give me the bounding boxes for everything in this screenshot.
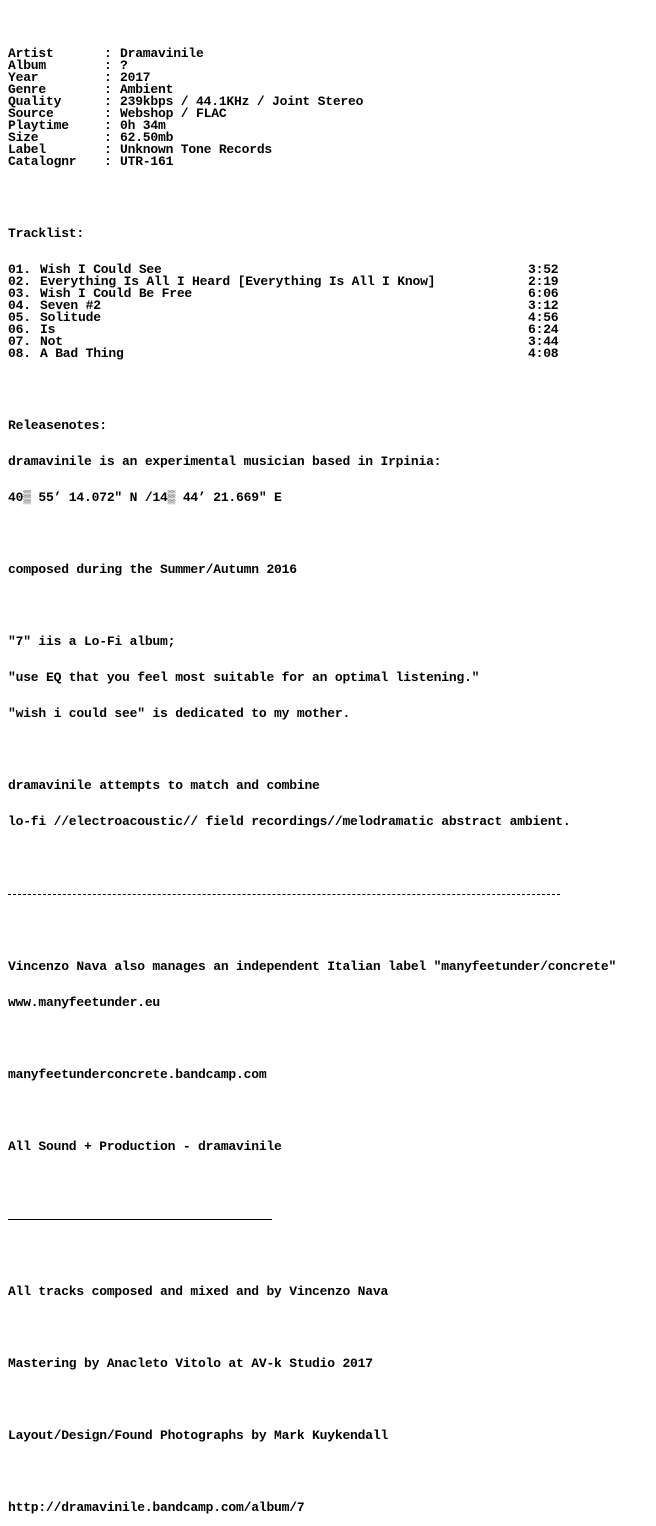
track-duration: 3:52 [528, 262, 559, 277]
dashed-divider [8, 888, 560, 895]
info-value: 239kbps / 44.1KHz / Joint Stereo [120, 94, 364, 109]
track-duration: 6:06 [528, 286, 559, 301]
track-duration: 4:56 [528, 310, 559, 325]
info-value: Dramavinile [120, 46, 204, 61]
info-separator: : [104, 46, 112, 61]
info-separator: : [104, 94, 112, 109]
info-label: Catalognr [8, 154, 77, 169]
info-separator: : [104, 82, 112, 97]
info-label: Quality [8, 94, 62, 109]
notes-line: "wish i could see" is dedicated to my mother. [8, 706, 351, 721]
info-label: Source [8, 106, 54, 121]
track-number: 03. [8, 286, 31, 301]
album-url: http://dramavinile.bandcamp.com/album/7 [8, 1500, 305, 1515]
notes-line: composed during the Summer/Autumn 2016 [8, 562, 297, 577]
track-row [8, 324, 560, 336]
track-duration: 3:12 [528, 298, 559, 313]
track-number: 01. [8, 262, 31, 277]
notes-line: "use EQ that you feel most suitable for an optimal listening." [8, 670, 480, 685]
track-duration: 3:44 [528, 334, 559, 349]
info-value: 0h 34m [120, 118, 166, 133]
info-separator: : [104, 118, 112, 133]
info-label: Year [8, 70, 39, 85]
track-number: 08. [8, 346, 31, 361]
notes-line: lo-fi //electroacoustic// field recordings//melodramatic abstract ambient. [8, 814, 571, 829]
info-separator: : [104, 130, 112, 145]
info-value: Unknown Tone Records [120, 142, 273, 157]
tracklist-heading: Tracklist: [8, 226, 85, 241]
notes-line: dramavinile attempts to match and combine [8, 778, 320, 793]
coordinates-line: 40▒ 55’ 14.072" N /14▒ 44’ 21.669" E [8, 490, 282, 505]
track-number: 06. [8, 322, 31, 337]
info-row [8, 156, 654, 168]
track-title: A Bad Thing [40, 346, 124, 361]
info-label: Genre [8, 82, 47, 97]
credits-line: All Sound + Production - dramavinile [8, 1139, 282, 1154]
notes-line: dramavinile is an experimental musician based in Irpinia: [8, 454, 442, 469]
track-row [8, 348, 560, 360]
label-url: www.manyfeetunder.eu [8, 995, 161, 1010]
releasenotes-heading: Releasenotes: [8, 418, 107, 433]
solid-divider [8, 1213, 272, 1220]
track-number: 04. [8, 298, 31, 313]
credits-line: Layout/Design/Found Photographs by Mark Kuykendall [8, 1428, 389, 1443]
track-number: 05. [8, 310, 31, 325]
info-value: 2017 [120, 70, 151, 85]
track-title: Wish I Could See [40, 262, 162, 277]
info-label: Artist [8, 46, 54, 61]
track-title: Is [40, 322, 56, 337]
track-title: Everything Is All I Heard [Everything Is All I Know] [40, 274, 436, 289]
info-value: UTR-161 [120, 154, 174, 169]
info-block [8, 48, 654, 168]
credits-line: All tracks composed and mixed and by Vincenzo Nava [8, 1284, 389, 1299]
credits-line: Mastering by Anacleto Vitolo at AV-k Studio 2017 [8, 1356, 373, 1371]
track-row [8, 312, 560, 324]
info-separator: : [104, 70, 112, 85]
track-duration: 4:08 [528, 346, 559, 361]
track-number: 02. [8, 274, 31, 289]
bandcamp-url: manyfeetunderconcrete.bandcamp.com [8, 1067, 267, 1082]
track-title: Solitude [40, 310, 101, 325]
info-value: 62.50mb [120, 130, 174, 145]
track-duration: 6:24 [528, 322, 559, 337]
info-value: ? [120, 58, 128, 73]
info-label: Album [8, 58, 47, 73]
track-title: Not [40, 334, 63, 349]
info-label: Size [8, 130, 39, 145]
track-title: Seven #2 [40, 298, 101, 313]
nfo-document [8, 24, 654, 1526]
info-separator: : [104, 142, 112, 157]
info-label: Label [8, 142, 47, 157]
track-title: Wish I Could Be Free [40, 286, 193, 301]
track-duration: 2:19 [528, 274, 559, 289]
info-label: Playtime [8, 118, 69, 133]
notes-line: "7" iis a Lo-Fi album; [8, 634, 176, 649]
tracklist [8, 264, 654, 360]
track-number: 07. [8, 334, 31, 349]
info-separator: : [104, 58, 112, 73]
notes-line: Vincenzo Nava also manages an independent Italian label "manyfeetunder/concrete" [8, 959, 617, 974]
info-value: Ambient [120, 82, 174, 97]
info-separator: : [104, 154, 112, 169]
info-separator: : [104, 106, 112, 121]
info-value: Webshop / FLAC [120, 106, 227, 121]
